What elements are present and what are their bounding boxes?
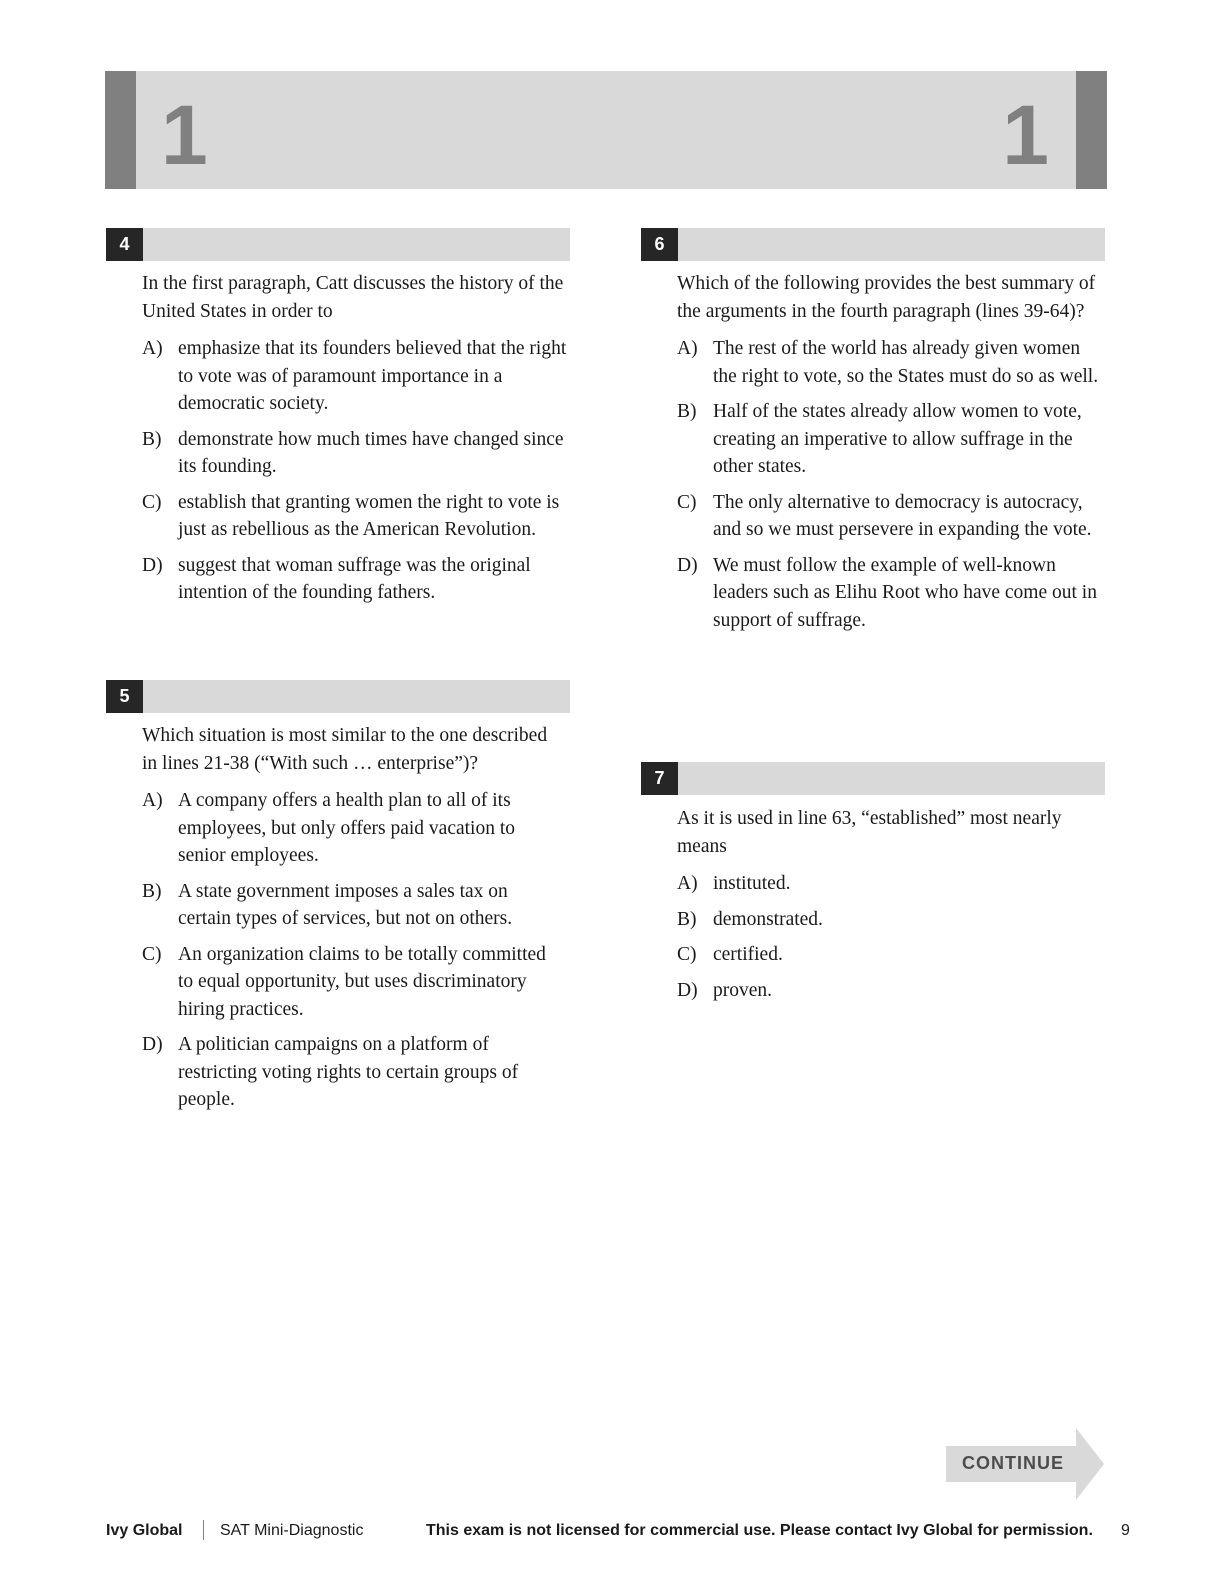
- section-number-left: 1: [161, 88, 208, 182]
- question-4-header: [106, 228, 570, 261]
- footer-brand: Ivy Global: [106, 1522, 183, 1539]
- continue-label: CONTINUE: [962, 1453, 1064, 1473]
- choice-letter: A): [142, 790, 163, 811]
- choice-text: suggest that woman suffrage was the original intention of the founding fathers.: [178, 554, 531, 603]
- choice-letter: C): [142, 943, 162, 965]
- choice-letter: A): [677, 873, 698, 894]
- footer-test-name: SAT Mini-Diagnostic: [220, 1522, 364, 1539]
- choice-letter: D): [677, 979, 698, 1001]
- question-5-header: [106, 680, 570, 713]
- question-7-stem: As it is used in line 63, “established” most nearly means: [677, 808, 1062, 857]
- question-7-choice-c[interactable]: [677, 941, 1107, 969]
- choice-letter: B): [677, 401, 697, 422]
- choice-text: We must follow the example of well-known leaders such as Elihu Root who have come out in support of suffrage.: [713, 554, 1097, 631]
- question-5-stem: Which situation is most similar to the one described in lines 21-38 (“With such … enterprise”)?: [142, 725, 548, 774]
- choice-text: certified.: [713, 944, 783, 965]
- choice-text: Half of the states already allow women to vote, creating an imperative to allow suffrage in the other states.: [713, 401, 1082, 477]
- choice-letter: C): [677, 491, 697, 513]
- footer-notice: This exam is not licensed for commercial use. Please contact Ivy Global for permission.: [426, 1522, 1093, 1539]
- choice-text: A politician campaigns on a platform of restricting voting rights to certain groups of people.: [178, 1034, 519, 1110]
- question-6-number: 6: [641, 228, 678, 261]
- question-6-choice-d[interactable]: [677, 552, 1107, 635]
- choice-text: instituted.: [713, 873, 791, 894]
- question-7-header: [641, 762, 1105, 795]
- choice-letter: A): [677, 338, 698, 359]
- choice-text: An organization claims to be totally committed to equal opportunity, but uses discriminatory hiring practices.: [178, 943, 546, 1020]
- section-header-left-bar: [105, 71, 136, 189]
- choice-letter: D): [142, 554, 163, 576]
- question-5-choice-d[interactable]: [142, 1031, 562, 1114]
- choice-letter: D): [677, 554, 698, 576]
- footer-divider: [203, 1520, 204, 1540]
- question-7-choice-a[interactable]: [677, 870, 1107, 898]
- question-7-number: 7: [641, 762, 678, 795]
- question-6-stem: Which of the following provides the best summary of the arguments in the fourth paragraph (lines 39-64)?: [677, 273, 1096, 322]
- question-7: [677, 805, 1107, 1012]
- question-4-number: 4: [106, 228, 143, 261]
- question-6-choice-c[interactable]: [677, 489, 1107, 544]
- choice-text: demonstrated.: [713, 908, 823, 930]
- question-4-choice-d[interactable]: [142, 552, 572, 607]
- choice-text: demonstrate how much times have changed since its founding.: [178, 428, 564, 477]
- page-footer: [106, 1520, 1136, 1546]
- question-6-choice-b[interactable]: [677, 398, 1107, 481]
- choice-letter: C): [677, 944, 697, 965]
- choice-letter: C): [142, 491, 162, 513]
- question-6-choice-a[interactable]: [677, 335, 1107, 390]
- question-7-choice-d[interactable]: [677, 977, 1107, 1005]
- choice-letter: B): [142, 428, 162, 450]
- question-5: [142, 722, 562, 1122]
- question-4-choice-b[interactable]: [142, 426, 572, 481]
- page-number: 9: [1121, 1522, 1130, 1539]
- question-5-number: 5: [106, 680, 143, 713]
- choice-letter: B): [677, 908, 697, 930]
- question-5-choice-a[interactable]: [142, 787, 562, 870]
- choice-text: A state government imposes a sales tax on certain types of services, but not on others.: [178, 880, 513, 929]
- section-number-right: 1: [1002, 88, 1049, 182]
- question-6-header: [641, 228, 1105, 261]
- choice-text: The only alternative to democracy is autocracy, and so we must persevere in expanding the vote.: [713, 491, 1092, 540]
- choice-letter: D): [142, 1034, 163, 1055]
- choice-text: The rest of the world has already given women the right to vote, so the States must do so as well.: [713, 338, 1099, 387]
- question-4-choice-c[interactable]: [142, 489, 572, 544]
- choice-text: proven.: [713, 979, 773, 1001]
- section-header: [105, 71, 1107, 189]
- question-4-stem: In the first paragraph, Catt discusses the history of the United States in order to: [142, 273, 564, 322]
- question-5-choice-c[interactable]: [142, 941, 562, 1024]
- section-header-right-bar: [1076, 71, 1107, 189]
- question-4-choice-a[interactable]: [142, 335, 572, 418]
- choice-text: emphasize that its founders believed that the right to vote was of paramount importance in a democratic society.: [178, 338, 567, 414]
- question-6: [677, 270, 1107, 642]
- choice-letter: B): [142, 880, 162, 902]
- question-7-choice-b[interactable]: [677, 906, 1107, 934]
- continue-button[interactable]: [946, 1428, 1104, 1500]
- question-4: [142, 270, 572, 615]
- question-5-choice-b[interactable]: [142, 878, 562, 933]
- choice-letter: A): [142, 338, 163, 359]
- choice-text: establish that granting women the right to vote is just as rebellious as the American Revolution.: [178, 491, 560, 540]
- choice-text: A company offers a health plan to all of its employees, but only offers paid vacation to senior employees.: [178, 790, 516, 866]
